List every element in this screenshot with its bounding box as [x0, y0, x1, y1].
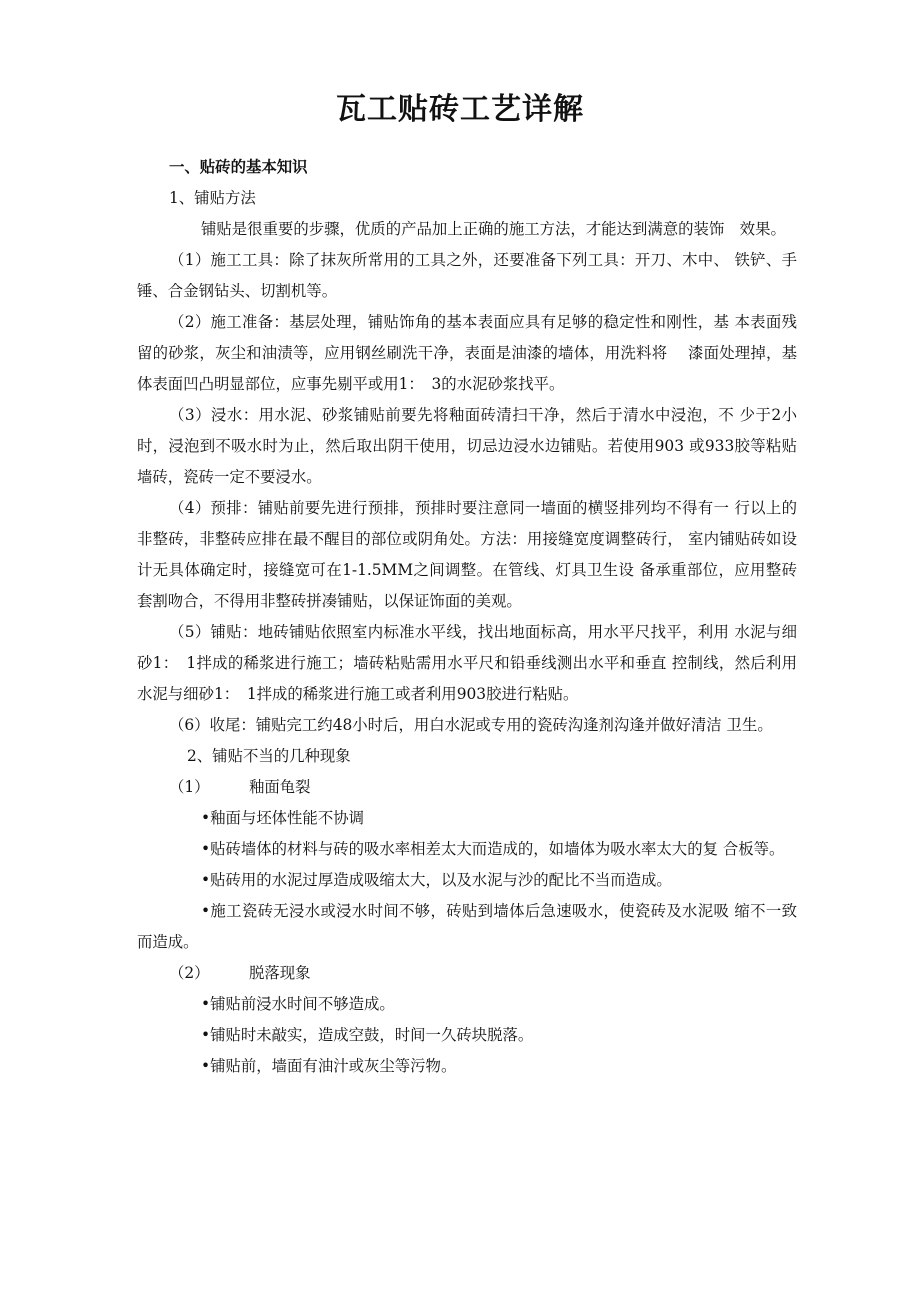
- paragraph-tools: （1）施工工具：除了抹灰所常用的工具之外，还要准备下列工具：开刀、木中、 铁铲、手锤、合金钢钻头、切割机等。: [137, 251, 797, 300]
- issue-number: （1）: [169, 778, 210, 796]
- bullet-item: •铺贴前浸水时间不够造成。: [201, 995, 395, 1013]
- paragraph-laying: （5）铺贴：地砖铺贴依照室内标准水平线，找出地面标高，用水平尺找平，利用 水泥与细砂1： 1拌成的稀浆进行施工；墙砖粘贴需用水平尺和铅垂线测出水平和垂直 控制线，然后利用水泥与细砂1： 1拌成的稀浆进行施工或者利用903胶进行粘贴。: [137, 623, 797, 703]
- bullet-item: •贴砖墙体的材料与砖的吸水率相差太大而造成的，如墙体为吸水率太大的复 合板等。: [201, 840, 785, 858]
- issue-label: 脱落现象: [249, 964, 311, 982]
- bullet-item: •铺贴前，墙面有油汁或灰尘等污物。: [201, 1057, 457, 1075]
- paragraph-pre-arrange: （4）预排：铺贴前要先进行预排，预排时要注意同一墙面的横竖排列均不得有一 行以上的非整砖，非整砖应排在最不醒目的部位或阴角处。方法：用接缝宽度调整砖行， 室内铺贴砖如设计无具体确定时，接缝宽可在1-1.5MM之间调整。在管线、灯具卫生设 备承重部位，应用整砖套割吻合，不得用非整砖拼凑铺贴，以保证饰面的美观。: [137, 499, 797, 610]
- bullet-item: •施工瓷砖无浸水或浸水时间不够，砖贴到墙体后急速吸水，使瓷砖及水泥吸 缩不一致而造成。: [137, 902, 797, 951]
- paragraph-preparation: （2）施工准备：基层处理，铺贴饰角的基本表面应具有足够的稳定性和刚性，基 本表面残留的砂浆，灰尘和油渍等，应用钢丝刷洗干净，表面是油漆的墙体，用洗料将 漆面处理掉，基体表面凹凸明显部位，应事先剔平或用1： 3的水泥砂浆找平。: [137, 313, 797, 393]
- issue-label: 釉面龟裂: [249, 778, 311, 796]
- bullet-item: •贴砖用的水泥过厚造成吸缩太大，以及水泥与沙的配比不当而造成。: [201, 871, 672, 889]
- issue-heading: [137, 772, 797, 803]
- section-heading: 一、贴砖的基本知识: [169, 158, 308, 176]
- intro-paragraph: 铺贴是很重要的步骤，优质的产品加上正确的施工方法，才能达到满意的装饰 效果。: [201, 220, 786, 238]
- issue-heading: [137, 958, 797, 989]
- subsection-heading: 2、铺贴不当的几种现象: [187, 747, 351, 765]
- paragraph-finishing: （6）收尾：铺贴完工约48小时后，用白水泥或专用的瓷砖沟逢剂沟逢并做好清洁 卫生。: [169, 716, 773, 734]
- document-title: 瓦工贴砖工艺详解: [336, 92, 584, 127]
- subsection-heading: 1、铺贴方法: [169, 189, 256, 207]
- document-body: [137, 152, 797, 1082]
- bullet-item: •釉面与坯体性能不协调: [201, 809, 364, 827]
- bullet-item: •铺贴时未敲实，造成空鼓，时间一久砖块脱落。: [201, 1026, 534, 1044]
- paragraph-soaking: （3）浸水：用水泥、砂浆铺贴前要先将釉面砖清扫干净，然后于清水中浸泡，不 少于2小时，浸泡到不吸水时为止，然后取出阴干使用，切忌边浸水边铺贴。若使用903 或933胶等粘贴墙砖，瓷砖一定不要浸水。: [137, 406, 797, 486]
- issue-number: （2）: [169, 964, 210, 982]
